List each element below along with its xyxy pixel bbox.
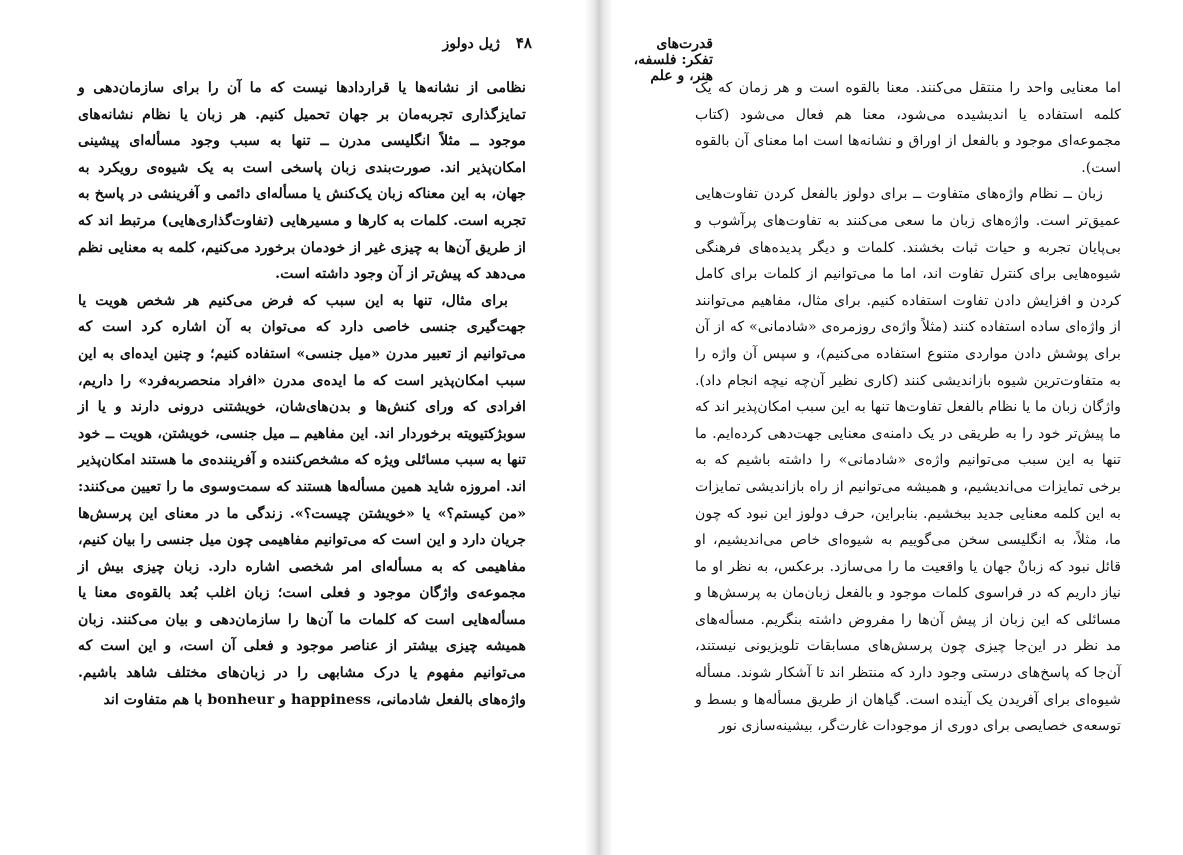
left-paragraph-2: برای مثال، تنها به این سبب که فرض می‌کنیم هر شخص هویت یا جهت‌گیری جنسی خاصی دارد که می‌توان به آن اشاره کرد است که می‌توانیم از تعبیر مدرن «میل جنسی» استفاده کنیم؛ و چنین ایده‌ای به این سبب امکان‌پذیر است که ما ایده‌ی مدرن «افراد منحصربه‌فرد» را داریم، افرادی که ورای کنش‌ها و بدن‌های‌شان، خویشتنی درونی دارند و یا از سوبژکتیویته برخوردار اند. این مفاهیم ــ میل جنسی، خویشتن، هویت ــ خود تنها به سبب مسائلی ویژه که مشخص‌کننده و آفریننده‌ی ما هستند امکان‌پذیر اند. امروزه شاید همین مسأله‌ها هستند که سمت‌وسوی ما را تعیین می‌کنند: «من کیستم؟» یا «خویشتن چیست؟». زندگی ما در معنای این پرسش‌ها جریان دارد و این است که می‌توانیم مفاهیمی چون میل جنسی را بیان کنیم، مفاهیمی که به مسأله‌ای امر شخصی اشاره دارد. زبان چیزی بیش از مجموعه‌ی واژگان موجود و فعلی است؛ زبان اغلب بُعد بالقوه‌ی معنا یا مسأله‌هایی است که کلمات ما آن‌ها را سازمان‌دهی و بیان می‌کنند. زبان همیشه چیزی بیشتر از عناصر موجود و فعلی آن است، و این است که می‌توانیم مفهوم یا درک مشابهی را در زبان‌های مختلف شاهد باشیم. واژه‌های بالفعل شادمانی، happiness و bonheur با هم متفاوت اند — [78, 292, 526, 708]
right-page — [592, 0, 1183, 855]
right-page-body — [695, 75, 1121, 740]
left-paragraph-1: نظامی از نشانه‌ها یا قراردادها نیست که ما آن را برای سازمان‌دهی و تمایزگذاری تجربه‌مان بر جهان تحمیل کنیم. هر زبان یا نظام نشانه‌های موجود ــ مثلاً انگلیسی مدرن ــ تنها به سبب وجود مسأله‌ای پیشینی امکان‌پذیر اند. صورت‌بندی زبان پاسخی است به یک شیوه‌ی رویکرد به جهان، به این معناکه زبان یک‌کنش یا مسأله‌ای دائمی و آفرینشی در پاسخ به تجربه است. کلمات به کارها و مسیرهایی (تفاوت‌گذاری‌هایی) مرتبط اند که از طریق آن‌ها به چیزی غیر از خودمان برخورد می‌کنیم، کلمه به معنایی نظم می‌دهد که پیش‌تر از آن وجود داشته است. — [78, 80, 526, 283]
left-page-body — [78, 75, 526, 713]
right-running-title: قدرت‌های تفکر: فلسفه، هنر، و علم — [633, 36, 713, 84]
right-paragraph-2: زبان ــ نظام واژه‌های متفاوت ــ برای دولوز بالفعل کردن تفاوت‌هایی عمیق‌تر است. واژه‌های زبان ما سعی می‌کنند به تفاوت‌های پرآشوب و بی‌پایان تجربه و حیات ثبات بخشند. کلمات و دیگر پدیده‌های فرهنگی شیوه‌هایی برای کنترل تفاوت اند، اما ما می‌توانیم از کلمات برای کامل کردن و افزایش دادن تفاوت استفاده کنیم. برای مثال، مفاهیم می‌توانند از واژه‌ای ساده استفاده کنند (مثلاً واژه‌ی روزمره‌ی «شادمانی» که از آن برای پوشش دادن مواردی متنوع استفاده می‌کنیم)، و سپس آن واژه را به متفاوت‌ترین شیوه بازاندیشی کنند (کاری نظیر آن‌چه نیچه انجام داد). واژگان زبان ما یا نظام بالفعل تفاوت‌ها تنها به این سبب امکان‌پذیر اند که ما پیش‌تر خود را به طریقی در یک دامنه‌ی معنایی جهت‌دهی کرده‌ایم. ما تنها به این سبب می‌توانیم واژه‌ی «شادمانی» را داشته باشیم که به برخی تمایزات می‌اندیشیم، و همیشه می‌توانیم از راه بازاندیشی تمایزات به این کلمه معنایی جدید ببخشیم. بنابراین، حرف دولوز این نبود که چون ما، مثلاً، به انگلیسی سخن می‌گوییم به شیوه‌ای خاص می‌اندیشیم، او قائل نبود که زبانْ جهان یا واقعیت ما را می‌سازد. برعکس، به نظر او ما نیاز داریم که در فراسوی کلمات موجود و بالفعل زبان‌مان به پرسش‌ها و مسائلی که این زبان از پیش آن‌ها را مفروض داشته بنگریم. مسأله‌های مد نظر در این‌جا چیزی چون پرسش‌های مسابقات تلویزیونی نیستند، آن‌جا که پاسخ‌های درستی وجود دارد که منتظر اند تا آشکار شوند. مسأله شیوه‌ای برای آفریدن یک آینده است. گیاهان از طریق مسأله‌ها و بسط و توسعه‌ی خصایصی برای دوری از موجودات غارت‌گر، بیشینه‌سازی نور — [695, 186, 1121, 735]
book-gutter-shadow — [585, 0, 613, 855]
left-running-title: ژیل دولوز — [442, 36, 500, 52]
right-paragraph-1: اما معنایی واحد را منتقل می‌کنند. معنا بالقوه است و هر زمان که یک کلمه استفاده یا اندیشیده می‌شود، معنا هم فعال می‌شود (کتاب مجموعه‌ای موجود و بالفعل از اوراق و نشانه‌ها است اما معنای آن بالقوه است). — [695, 80, 1121, 176]
left-page-number: ۴۸ — [515, 34, 532, 52]
left-page-header — [442, 34, 532, 52]
